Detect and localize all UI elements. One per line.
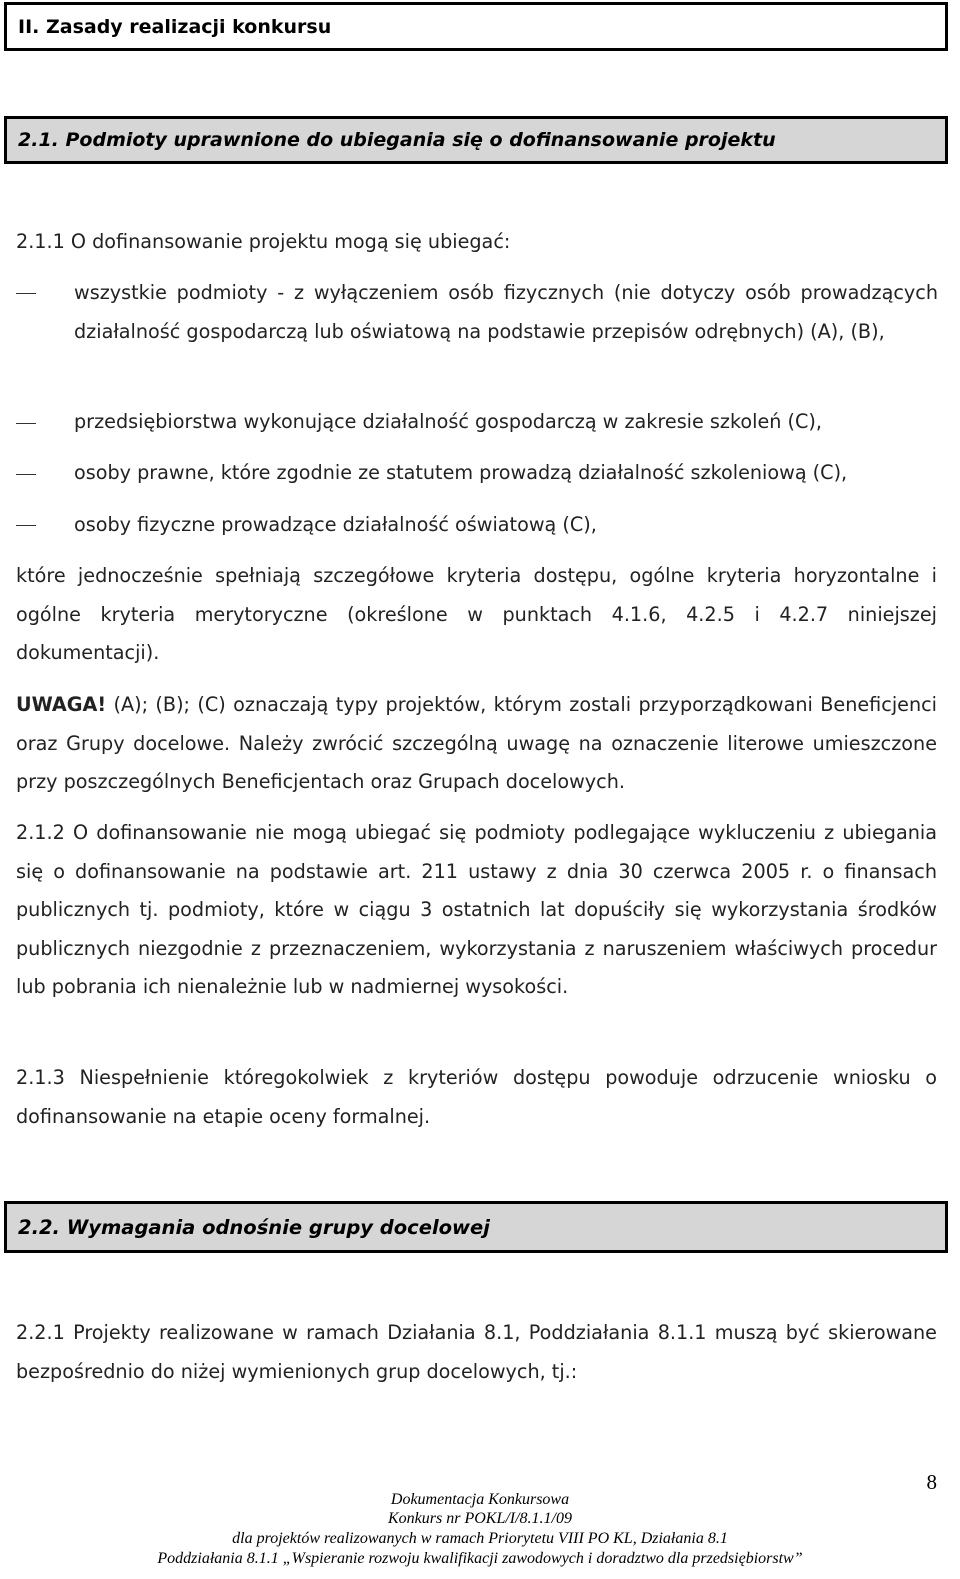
- paragraph-criteria: które jednocześnie spełniają szczegółowe kryteria dostępu, ogólne kryteria horyzontalne i ogólne kryteria merytoryczne (określone w punktach 4.1.6, 4.2.5 i 4.2.7 niniejszej dokumentacji).: [16, 564, 937, 665]
- uwaga-label: UWAGA!: [16, 693, 107, 716]
- footer-line-4: Poddziałania 8.1.1 „Wspieranie rozwoju kwalifikacji zawodowych i doradztwo dla przedsiębiorstw”: [157, 1550, 803, 1567]
- section-heading: II. Zasady realizacji konkursu: [4, 2, 948, 51]
- bullet-item: wszystkie podmioty - z wyłączeniem osób fizycznych (nie dotyczy osób prowadzących działalność gospodarczą lub oświatową na podstawie przepisów odrębnych) (A), (B),: [74, 281, 938, 343]
- bullet-dash: [16, 525, 36, 526]
- footer-line-1: Dokumentacja Konkursowa: [390, 1491, 570, 1508]
- page-number: 8: [926, 1470, 937, 1494]
- footer-line-3: dla projektów realizowanych w ramach Priorytetu VIII PO KL, Działania 8.1: [232, 1530, 728, 1547]
- bullet-dash: [16, 293, 36, 294]
- subsection-heading-2-2: 2.2. Wymagania odnośnie grupy docelowej: [4, 1201, 948, 1253]
- footer-line-2: Konkurs nr POKL/I/8.1.1/09: [387, 1510, 572, 1527]
- paragraph-2-1-1-intro: 2.1.1 O dofinansowanie projektu mogą się ubiegać:: [16, 230, 511, 253]
- paragraph-2-1-3: 2.1.3 Niespełnienie któregokolwiek z kryteriów dostępu powoduje odrzucenie wniosku o dofinansowanie na etapie oceny formalnej.: [16, 1066, 937, 1128]
- uwaga-note: [16, 686, 937, 802]
- bullet-item: przedsiębiorstwa wykonujące działalność gospodarczą w zakresie szkoleń (C),: [74, 410, 823, 433]
- bullet-dash: [16, 423, 36, 424]
- paragraph-2-2-1: 2.2.1 Projekty realizowane w ramach Działania 8.1, Poddziałania 8.1.1 muszą być skierowane bezpośrednio do niżej wymienionych grup docelowych, tj.:: [16, 1321, 937, 1383]
- paragraph-2-1-2: 2.1.2 O dofinansowanie nie mogą ubiegać się podmioty podlegające wykluczeniu z ubiegania się o dofinansowanie na podstawie art. 211 ustawy z dnia 30 czerwca 2005 r. o finansach publicznych tj. podmioty, które w ciągu 3 ostatnich lat dopuściły się wykorzystania środków publicznych niezgodnie z przeznaczeniem, wykorzystania z naruszeniem właściwych procedur lub pobrania ich nienależnie lub w nadmiernej wysokości.: [16, 821, 937, 999]
- uwaga-text: (A); (B); (C) oznaczają typy projektów, którym zostali przyporządkowani Beneficjenci oraz Grupy docelowe. Należy zwrócić szczególną uwagę na oznaczenie literowe umieszczone przy poszczególnych Beneficjentach oraz Grupach docelowych.: [16, 693, 937, 794]
- bullet-dash: [16, 474, 36, 475]
- bullet-item: osoby prawne, które zgodnie ze statutem prowadzą działalność szkoleniową (C),: [74, 461, 848, 484]
- bullet-item: osoby fizyczne prowadzące działalność oświatową (C),: [74, 513, 597, 536]
- subsection-heading-2-1: 2.1. Podmioty uprawnione do ubiegania się o dofinansowanie projektu: [4, 116, 948, 164]
